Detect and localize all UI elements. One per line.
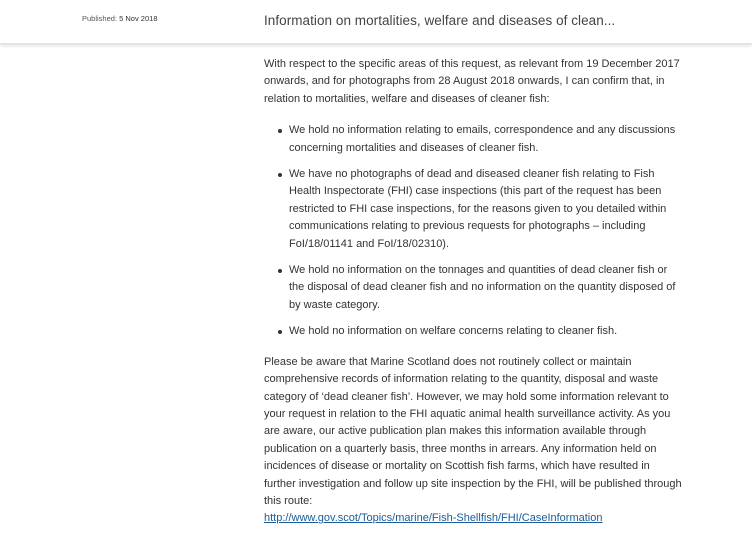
list-item: We hold no information on welfare concerns relating to cleaner fish. [264,323,684,340]
list-item: We hold no information on the tonnages and quantities of dead cleaner fish or the disposal of dead cleaner fish and no information on the quantity disposed of by waste category. [264,262,684,314]
sticky-header [0,0,752,44]
case-information-link[interactable]: http://www.gov.scot/Topics/marine/Fish-Shellfish/FHI/CaseInformation [264,512,603,525]
published-info [82,14,158,23]
list-item: We have no photographs of dead and diseased cleaner fish relating to Fish Health Inspectorate (FHI) case inspections (this part of the request has been restricted to FHI case inspections, for the reasons given to you detailed within communications relating to previous requests for photographs – including FoI/18/01141 and FoI/18/02310). [264,166,684,253]
list-item: We hold no information relating to emails, correspondence and any discussions concerning mortalities and diseases of cleaner fish. [264,122,684,157]
published-date: 5 Nov 2018 [119,14,158,23]
marine-scotland-paragraph [264,354,684,528]
intro-paragraph: With respect to the specific areas of this request, as relevant from 19 December 2017 onwards, and for photographs from 28 August 2018 onwards, I can confirm that, in relation to mortalities, welfare and diseases of cleaner fish: [264,58,680,105]
document-body [264,56,684,528]
response-list [264,122,684,340]
document-title: Information on mortalities, welfare and diseases of clean... [264,13,616,28]
published-label: Published: [82,14,118,23]
paragraph-text: Please be aware that Marine Scotland does not routinely collect or maintain comprehensive records of information relating to the quantity, disposal and waste category of ‘dead cleaner fish’. However, we may hold some information relevant to your request in relation to the FHI aquatic animal health surveillance activity. As you are aware, our active publication plan makes this information available through publication on a quarterly basis, three months in arrears. Any information held on incidences of disease or mortality on Scottish fish farms, which have resulted in further investigation and follow up site inspection by the FHI, will be published through this route: [264,355,682,507]
